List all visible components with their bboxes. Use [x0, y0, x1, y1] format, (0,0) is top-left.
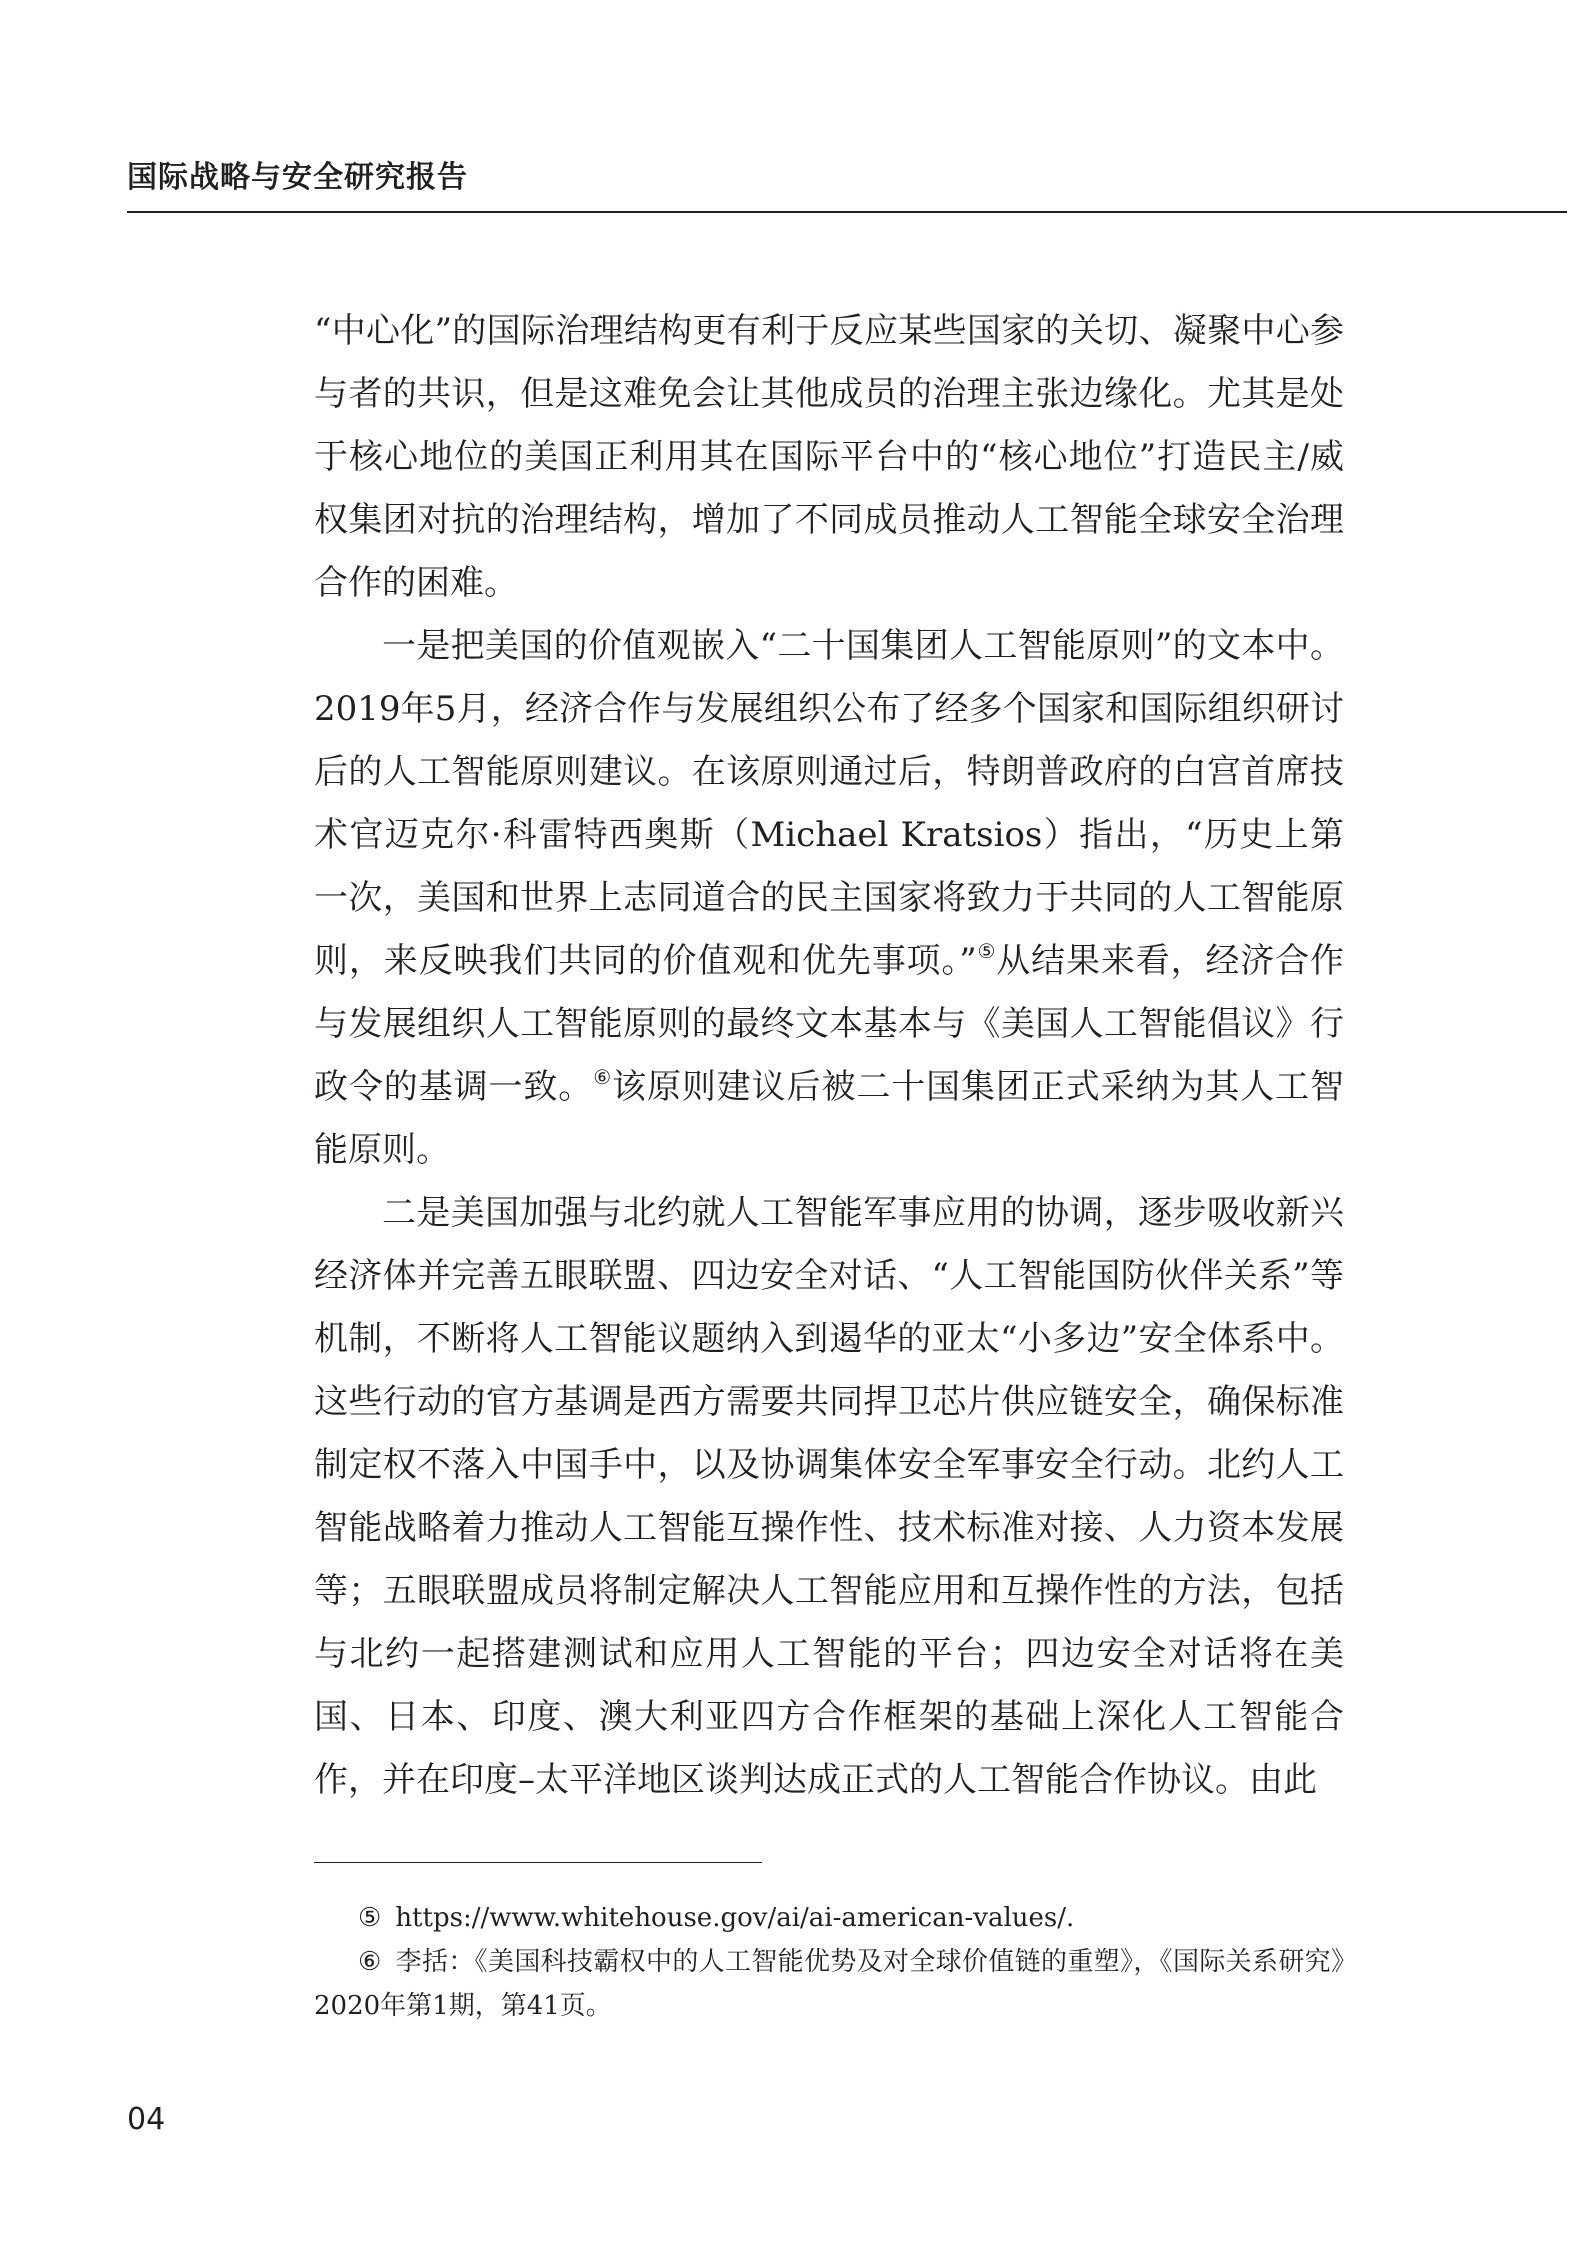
paragraph-2-text-c: 该原则建议后被二十国集团正式采纳为其人工智能原则。 [314, 1067, 1345, 1170]
footnote-6-text: 李括：《美国科技霸权中的人工智能优势及对全球价值链的重塑》，《国际关系研究》2020年第1期，第41页。 [314, 1947, 1344, 2021]
paragraph-3 [314, 1182, 1344, 1812]
paragraph-1-text: “中心化”的国际治理结构更有利于反应某些国家的关切、凝聚中心参与者的共识，但是这难免会让其他成员的治理主张边缘化。尤其是处于核心地位的美国正利用其在国际平台中的“核心地位”打造民主/威权集团对抗的治理结构，增加了不同成员推动人工智能全球安全治理合作的困难。 [314, 311, 1344, 603]
page-number: 04 [127, 2102, 166, 2137]
paragraph-1 [314, 300, 1344, 615]
footnote-5 [314, 1896, 1344, 1940]
footnote-ref-6[interactable]: ⑥ [593, 1065, 613, 1089]
running-header-title: 国际战略与安全研究报告 [127, 160, 468, 195]
footnote-ref-5[interactable]: ⑤ [976, 939, 997, 963]
footnotes [314, 1896, 1344, 2028]
paragraph-2-text-b: 从结果来看，经济合作与发展组织人工智能原则的最终文本基本与《美国人工智能倡议》行政令的基调一致。 [314, 941, 1344, 1107]
paragraph-3-text: 二是美国加强与北约就人工智能军事应用的协调，逐步吸收新兴经济体并完善五眼联盟、四边安全对话、“人工智能国防伙伴关系”等机制，不断将人工智能议题纳入到遏华的亚太“小多边”安全体系中。这些行动的官方基调是西方需要共同捍卫芯片供应链安全，确保标准制定权不落入中国手中，以及协调集体安全军事安全行动。北约人工智能战略着力推动人工智能互操作性、技术标准对接、人力资本发展等；五眼联盟成员将制定解决人工智能应用和互操作性的方法，包括与北约一起搭建测试和应用人工智能的平台；四边安全对话将在美国、日本、印度、澳大利亚四方合作框架的基础上深化人工智能合作，并在印度–太平洋地区谈判达成正式的人工智能合作协议。由此 [314, 1193, 1344, 1800]
footnote-5-link[interactable]: https://www.whitehouse.gov/ai/ai-american-values/. [395, 1903, 1075, 1933]
paragraph-2-text-a: 一是把美国的价值观嵌入“二十国集团人工智能原则”的文本中。2019年5月，经济合作与发展组织公布了经多个国家和国际组织研讨后的人工智能原则建议。在该原则通过后，特朗普政府的白宫首席技术官迈克尔·科雷特西奥斯（Michael Kratsios）指出，“历史上第一次，美国和世界上志同道合的民主国家将致力于共同的人工智能原则，来反映我们共同的价值观和优先事项。” [314, 626, 1344, 981]
body-text [314, 300, 1344, 1812]
header-rule [127, 211, 1567, 213]
paragraph-2 [314, 615, 1344, 1182]
footnote-rule [314, 1862, 762, 1863]
footnote-6 [314, 1940, 1344, 2028]
footnote-5-mark: ⑤ [358, 1903, 382, 1933]
footnote-6-mark: ⑥ [358, 1947, 382, 1977]
